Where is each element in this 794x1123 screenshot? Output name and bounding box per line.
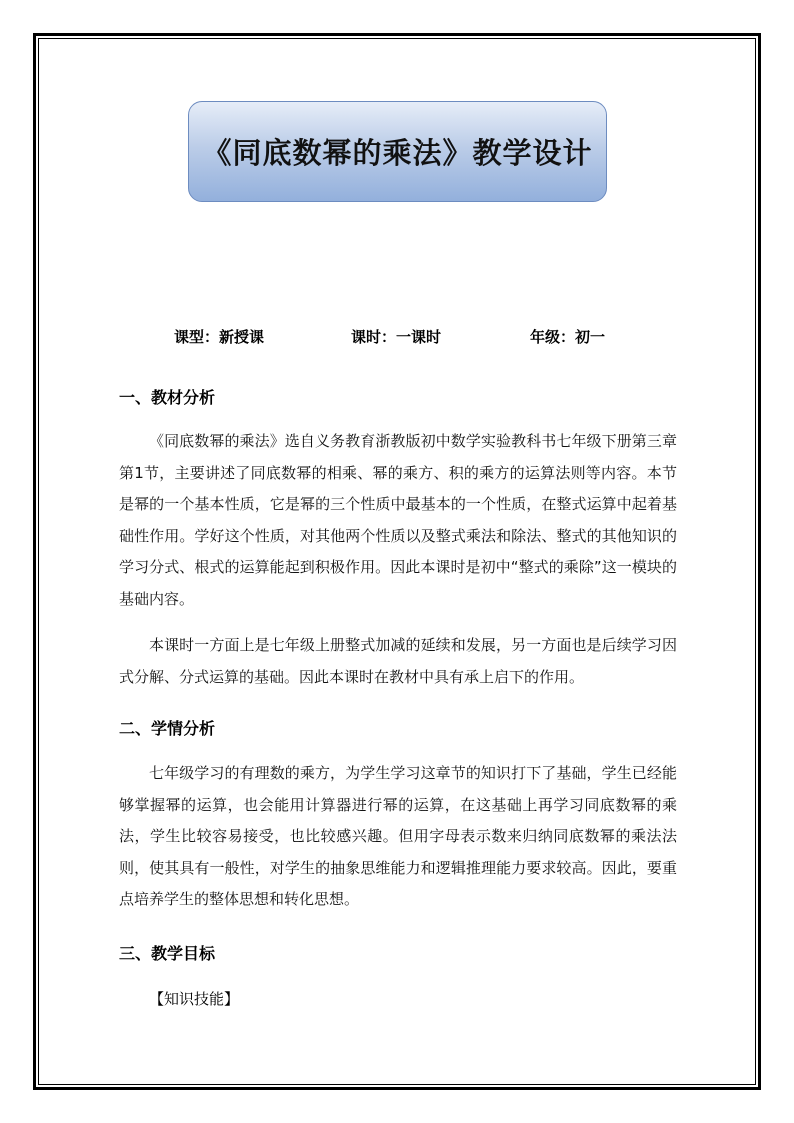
paragraph-textbook-analysis-1: 《同底数幂的乘法》选自义务教育浙教版初中数学实验教科书七年级下册第三章第1节，主要讲述了同底数幂的相乘、幂的乘方、积的乘方的运算法则等内容。本节是幂的一个基本性质，它是幂的三个性质中最基本的一个性质，在整式运算中起着基础性作用。学好这个性质，对其他两个性质以及整式乘法和除法、整式的其他知识的学习分式、根式的运算能起到积极作用。因此本课时是初中“整式的乘除”这一模块的基础内容。 — [119, 432, 677, 608]
title-banner — [188, 101, 607, 202]
section-heading-student-analysis: 二、学情分析 — [119, 719, 216, 738]
lesson-meta-row — [0, 326, 794, 352]
sub-label-knowledge-skills: 【知识技能】 — [149, 990, 240, 1008]
section-heading-textbook-analysis: 一、教材分析 — [119, 388, 216, 407]
lesson-grade: 年级：初一 — [530, 328, 606, 346]
lesson-period: 课时：一课时 — [351, 328, 442, 346]
document-title: 《同底数幂的乘法》教学设计 — [202, 136, 593, 170]
section-heading-teaching-goals: 三、教学目标 — [119, 944, 216, 963]
lesson-type: 课型：新授课 — [174, 328, 265, 346]
paragraph-textbook-analysis-2: 本课时一方面上是七年级上册整式加减的延续和发展，另一方面也是后续学习因式分解、分式运算的基础。因此本课时在教材中具有承上启下的作用。 — [119, 636, 677, 686]
paragraph-student-analysis: 七年级学习的有理数的乘方，为学生学习这章节的知识打下了基础，学生已经能够掌握幂的运算，也会能用计算器进行幂的运算，在这基础上再学习同底数幂的乘法，学生比较容易接受，也比较感兴趣。但用字母表示数来归纳同底数幂的乘法法则，使其具有一般性，对学生的抽象思维能力和逻辑推理能力要求较高。因此，要重点培养学生的整体思想和转化思想。 — [119, 764, 677, 908]
